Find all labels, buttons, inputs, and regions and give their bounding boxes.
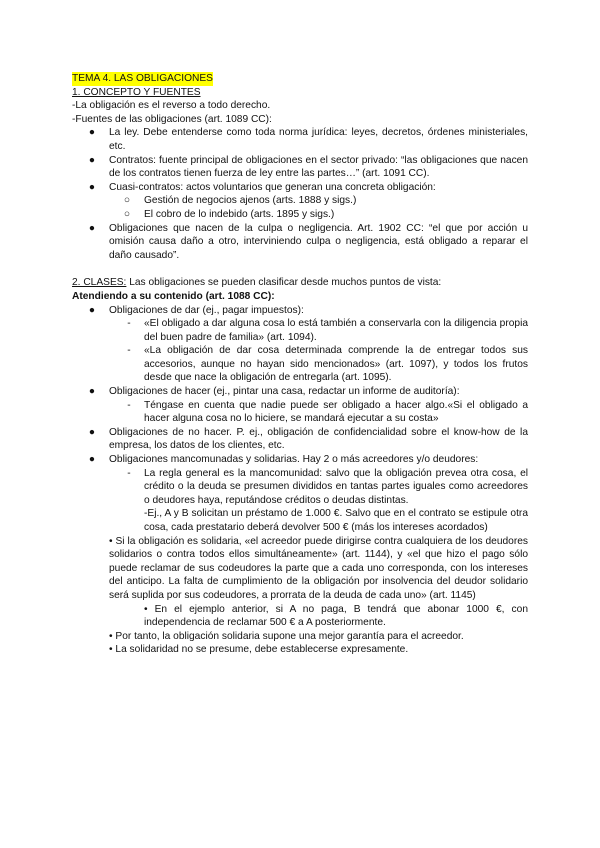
section-2-subheading: Atendiendo a su contenido (art. 1088 CC): (72, 290, 275, 302)
obligaciones-hacer: Obligaciones de hacer (ej., pintar una casa, redactar un informe de auditoría): (109, 386, 460, 398)
dash-icon: - (127, 467, 131, 479)
document-title (72, 72, 528, 86)
circle-bullet-icon: ○ (123, 195, 131, 207)
bullet-icon: ● (88, 181, 96, 193)
list-item (72, 208, 528, 222)
mancomunidad-example: -Ej., A y B solicitan un préstamo de 1.000 €. Salvo que en el contrato se estipule otra cosa, cada prestatario deberá devolver 500 € (más los intereses acordados) (144, 508, 528, 533)
dash-icon: - (127, 345, 131, 357)
section-1-heading: 1. CONCEPTO Y FUENTES (72, 86, 201, 98)
intro-line: -La obligación es el reverso a todo derecho. (72, 100, 271, 112)
source-contratos: Contratos: fuente principal de obligaciones en el sector privado: “las obligaciones que nacen de los contratos tienen fuerza de ley entre las partes…” (art. 1091 CC). (109, 154, 528, 180)
solidaria-example-text: • En el ejemplo anterior, si A no paga, B tendrá que abonar 1000 €, con independencia de reclamar 500 € a A posteriormente. (144, 603, 528, 629)
bullet-icon: ● (88, 426, 96, 438)
source-ley: La ley. Debe entenderse como toda norma jurídica: leyes, decretos, órdenes ministeriales, etc. (109, 127, 528, 152)
bullet-icon: ● (88, 127, 96, 139)
source-culpa: Obligaciones que nacen de la culpa o negligencia. Art. 1902 CC: “el que por acción u omisión causa daño a otro, interviniendo culpa o negligencia, está obligado a reparar el daño causado”. (109, 222, 528, 261)
title-highlight: TEMA 4. LAS OBLIGACIONES (72, 73, 213, 84)
list-item (72, 154, 528, 181)
solidaria-example-paragraph (72, 603, 528, 630)
bullet-icon: ● (88, 222, 96, 234)
dar-item: «El obligado a dar alguna cosa lo está también a conservarla con la diligencia propia del buen padre de familia» (art. 1094). (144, 318, 528, 343)
spacer (72, 262, 528, 276)
intro-line: -Fuentes de las obligaciones (art. 1089 CC): (72, 113, 272, 125)
mancomunidad-rule: La regla general es la mancomunidad: salvo que la obligación prevea otra cosa, el crédito o la deuda se presumen divididos en tantas partes iguales como acreedores o deudores haya, reputándose créditos o deudas distintas. (144, 467, 528, 506)
list-item (72, 181, 528, 195)
presume-paragraph (72, 643, 528, 657)
solidaria-text: • Si la obligación es solidaria, «el acreedor puede dirigirse contra cualquiera de los deudores solidarios o contra todos ellos simultáneamente» (art. 1144), y «el que hizo el pago sólo puede reclamar de sus codeudores la parte que a cada uno corresponda, con los intereses del anticipo. La falta de cumplimiento de la obligación por insolvencia del deudor solidario será suplida por sus codeudores, a prorrata de la deuda de cada uno» (art. 1145) (109, 535, 528, 601)
obligaciones-no-hacer: Obligaciones de no hacer. P. ej., obligación de confidencialidad sobre el know-how de la empresa, los datos de los clientes, etc. (109, 426, 528, 452)
list-item (72, 344, 528, 385)
list-item (72, 385, 528, 399)
list-item (72, 222, 528, 263)
list-item (72, 317, 528, 344)
list-item (72, 304, 528, 318)
list-item (72, 453, 528, 467)
quasi-item: El cobro de lo indebido (arts. 1895 y sigs.) (144, 208, 335, 220)
dash-icon: - (127, 318, 131, 330)
presume-text: • La solidaridad no se presume, debe establecerse expresamente. (109, 644, 409, 656)
obligaciones-mancomunadas: Obligaciones mancomunadas y solidarias. Hay 2 o más acreedores y/o deudores: (109, 454, 479, 466)
list-item (72, 399, 528, 426)
obligaciones-dar: Obligaciones de dar (ej., pagar impuestos): (109, 304, 304, 316)
garantia-paragraph (72, 630, 528, 644)
bullet-icon: ● (88, 304, 96, 316)
source-cuasi-contratos: Cuasi-contratos: actos voluntarios que generan una concreta obligación: (109, 181, 436, 193)
dar-item: «La obligación de dar cosa determinada comprende la de entregar todos sus accesorios, aunque no hayan sido mencionados» (art. 1097), y todos los frutos desde que nace la obligación de entregarla (art. 1095). (144, 345, 528, 384)
section-2-heading-label: 2. CLASES: (72, 277, 127, 289)
list-item (72, 467, 528, 535)
quasi-item: Gestión de negocios ajenos (arts. 1888 y sigs.) (144, 195, 357, 207)
hacer-item: Téngase en cuenta que nadie puede ser obligado a hacer algo.«Si el obligado a hacer alguna cosa no lo hiciere, se mandará ejecutar a su costa» (144, 399, 528, 425)
bullet-icon: ● (88, 154, 96, 166)
circle-bullet-icon: ○ (123, 208, 131, 220)
bullet-icon: ● (88, 386, 96, 398)
list-item (72, 194, 528, 208)
list-item (72, 426, 528, 453)
document-body (72, 72, 528, 657)
section-2-heading (72, 276, 528, 290)
dash-icon: - (127, 399, 131, 411)
solidaria-paragraph (72, 535, 528, 603)
garantia-text: • Por tanto, la obligación solidaria supone una mejor garantía para el acreedor. (109, 630, 464, 642)
list-item (72, 126, 528, 153)
section-2-heading-text: Las obligaciones se pueden clasificar desde muchos puntos de vista: (126, 277, 442, 289)
bullet-icon: ● (88, 454, 96, 466)
